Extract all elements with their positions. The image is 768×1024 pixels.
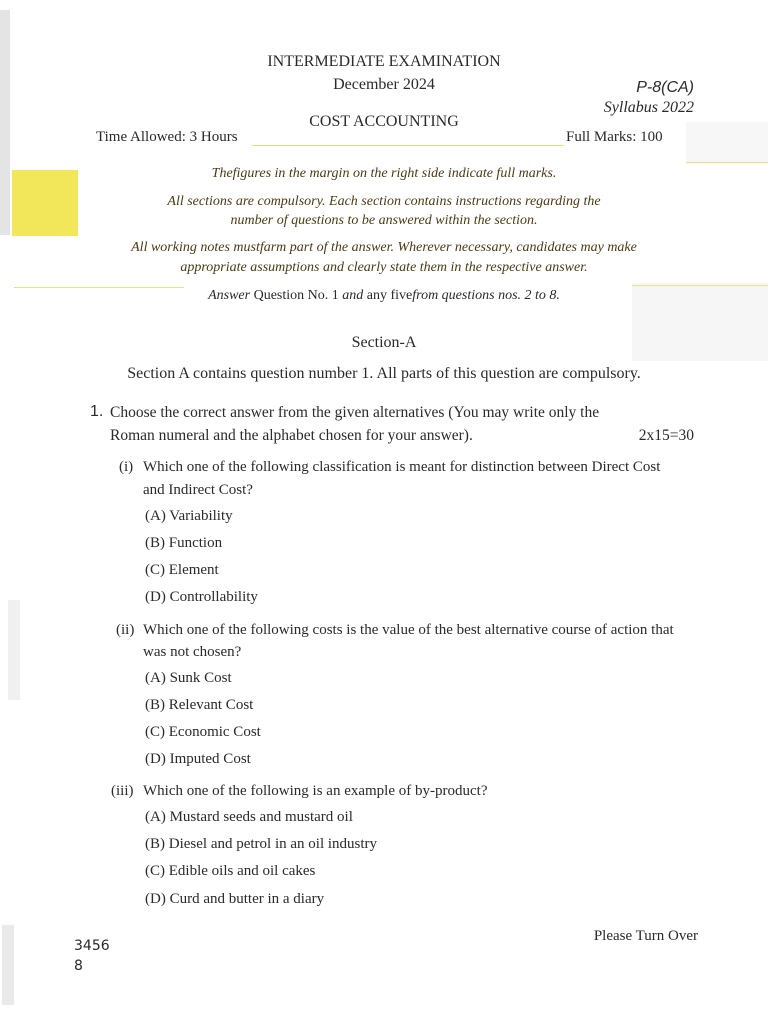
- time-allowed: Time Allowed: 3 Hours: [96, 129, 238, 145]
- part-ii-text-line1: Which one of the following costs is the value of the best alternative course of action that: [143, 622, 674, 638]
- section-title: Section-A: [351, 334, 417, 351]
- part-ii-text-line2: was not chosen?: [143, 644, 242, 660]
- highlight-rule-right-top: [686, 162, 768, 163]
- instruction-working-notes-2: appropriate assumptions and clearly state them in the respective answer.: [180, 260, 588, 275]
- part-ii-option-b: (B) Relevant Cost: [145, 697, 254, 713]
- instruction-sections-2: number of questions to be answered within the section.: [230, 213, 538, 228]
- exam-session: December 2024: [333, 76, 435, 93]
- part-i-option-c: (C) Element: [145, 562, 219, 578]
- answer-instruction: [0, 288, 768, 304]
- full-marks: Full Marks: 100: [566, 129, 663, 145]
- instruction-working-notes-1: All working notes mustfarm part of the answer. Wherever necessary, candidates may make: [131, 240, 637, 255]
- answer-suffix: from questions nos. 2 to 8.: [412, 288, 560, 303]
- part-i-text-line2: and Indirect Cost?: [143, 482, 253, 498]
- part-ii-number: (ii): [116, 622, 135, 638]
- question-marks: 2x15=30: [638, 427, 694, 444]
- question-text-line1: Choose the correct answer from the given alternatives (You may write only the: [110, 404, 600, 421]
- part-iii-text-line1: Which one of the following is an example of by-product?: [143, 783, 488, 799]
- page-number-line2: 8: [74, 958, 83, 974]
- answer-and: and: [342, 288, 364, 303]
- syllabus-year: Syllabus 2022: [603, 99, 694, 116]
- answer-any-five: any five: [363, 288, 413, 303]
- part-i-option-b: (B) Function: [145, 535, 223, 551]
- part-iii-option-b: (B) Diesel and petrol in an oil industry: [145, 836, 378, 852]
- part-ii-option-c: (C) Economic Cost: [145, 724, 261, 740]
- please-turn-over: Please Turn Over: [593, 928, 698, 944]
- part-i-option-d: (D) Controllability: [145, 589, 258, 605]
- paper-code: P-8(CA): [636, 79, 694, 96]
- answer-question-no: Question No. 1: [250, 288, 343, 303]
- part-iii-option-a: (A) Mustard seeds and mustard oil: [145, 809, 353, 825]
- highlight-rule-right: [632, 285, 768, 286]
- exam-title: INTERMEDIATE EXAMINATION: [267, 53, 501, 70]
- answer-prefix: Answer: [208, 288, 251, 303]
- scan-edge-left-mid: [8, 600, 20, 700]
- section-intro: Section A contains question number 1. All parts of this question are compulsory.: [127, 365, 641, 382]
- scan-edge-left-bottom: [2, 925, 14, 1005]
- subject-title: COST ACCOUNTING: [309, 113, 459, 130]
- header-rule: [252, 145, 564, 146]
- part-iii-number: (iii): [111, 783, 134, 799]
- part-i-text-line1: Which one of the following classification is meant for distinction between Direct Cost: [143, 459, 661, 475]
- part-iii-option-c: (C) Edible oils and oil cakes: [145, 863, 316, 879]
- page-number-line1: 3456: [74, 938, 110, 954]
- part-i-number: (i): [119, 459, 134, 475]
- question-number: 1.: [90, 403, 104, 420]
- part-iii-option-d: (D) Curd and butter in a diary: [145, 891, 325, 907]
- instruction-marks: Thefigures in the margin on the right side indicate full marks.: [211, 166, 557, 181]
- part-ii-option-a: (A) Sunk Cost: [145, 670, 232, 686]
- question-text-line2: Roman numeral and the alphabet chosen for your answer).: [110, 427, 473, 444]
- part-ii-option-d: (D) Imputed Cost: [145, 751, 251, 767]
- instruction-sections-1: All sections are compulsory. Each section contains instructions regarding the: [167, 194, 601, 209]
- part-i-option-a: (A) Variability: [145, 508, 233, 524]
